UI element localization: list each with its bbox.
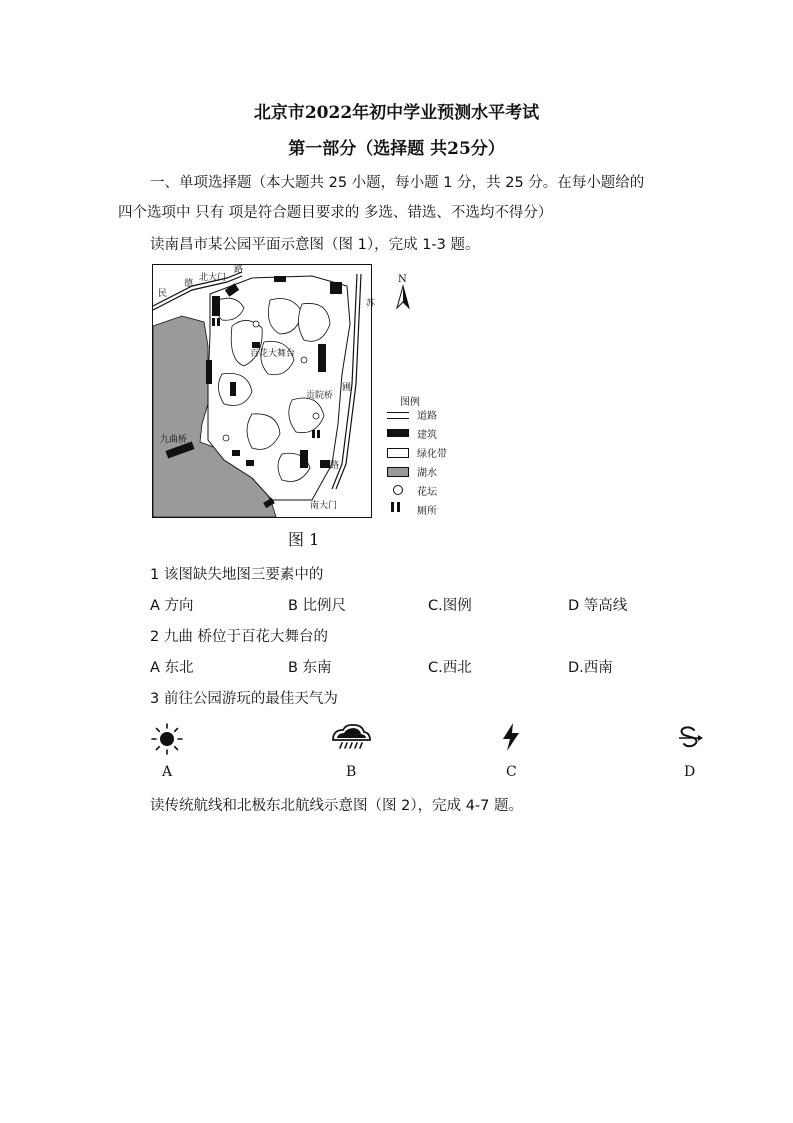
map-label-de: 德 — [184, 279, 194, 289]
q1-option-a[interactable]: A 方向 — [150, 598, 194, 614]
question-3-stem: 3 前往公园游玩的最佳天气为 — [150, 691, 338, 707]
road-swatch — [387, 412, 409, 419]
map-label-jiuqu: 九曲桥 — [160, 435, 188, 445]
legend-green-label: 绿化带 — [417, 449, 447, 460]
q2-option-d[interactable]: D.西南 — [568, 660, 613, 676]
flowerbed-swatch — [393, 485, 403, 495]
legend-building-label: 建筑 — [417, 430, 437, 441]
green-swatch — [387, 448, 409, 458]
legend-road-label: 道路 — [417, 411, 437, 422]
rain-cloud-icon[interactable] — [330, 722, 372, 754]
north-arrow-icon — [393, 272, 413, 312]
q3-option-c[interactable]: C — [506, 764, 517, 780]
map-label-lu: 路 — [330, 461, 340, 471]
legend-flowerbed-label: 花坛 — [417, 487, 437, 498]
toilet-swatch-1 — [391, 502, 394, 512]
q3-option-d[interactable]: D — [684, 764, 696, 780]
map-label-south-gate: 南大门 — [310, 501, 338, 511]
compass-letter: N — [398, 274, 407, 285]
map-label-min: 民 — [158, 289, 168, 299]
q2-option-b[interactable]: B 东南 — [288, 660, 332, 676]
instructions-line-2: 四个选项中 只有 项是符合题目要求的 多选、错选、不选均不得分） — [118, 205, 553, 221]
legend-title: 图例 — [400, 397, 420, 408]
sunny-icon[interactable] — [150, 722, 184, 756]
next-section-intro: 读传统航线和北极东北航线示意图（图 2），完成 4-7 题。 — [150, 798, 523, 814]
map-legend — [385, 393, 475, 523]
q1-option-b[interactable]: B 比例尺 — [288, 598, 347, 614]
q3-option-a[interactable]: A — [162, 764, 173, 780]
toilet-swatch-2 — [397, 502, 400, 512]
map-intro: 读南昌市某公园平面示意图（图 1），完成 1-3 题。 — [150, 237, 480, 253]
map-label-yuan: 圃 — [342, 383, 352, 393]
section-subtitle: 第一部分（选择题 共25分） — [288, 139, 505, 159]
wind-icon[interactable] — [676, 724, 706, 752]
q1-option-c[interactable]: C.图例 — [428, 598, 472, 614]
question-1-stem: 1 该图缺失地图三要素中的 — [150, 567, 324, 583]
q2-option-c[interactable]: C.西北 — [428, 660, 472, 676]
instructions-line-1: 一、单项选择题（本大题共 25 小题，每小题 1 分，共 25 分。在每小题给的 — [150, 175, 645, 191]
legend-toilet-label: 厕所 — [417, 506, 437, 517]
figure-caption: 图 1 — [288, 530, 320, 549]
q2-option-a[interactable]: A 东北 — [150, 660, 194, 676]
map-label-stage: 百花大舞台 — [250, 349, 296, 359]
map-label-su: 苏 — [366, 299, 376, 309]
map-label-gongxian: 贡院桥 — [306, 391, 334, 401]
q1-option-d[interactable]: D 等高线 — [568, 598, 628, 614]
q3-option-b[interactable]: B — [346, 764, 357, 780]
map-label-north-gate: 北大门 — [199, 273, 227, 283]
map-label-road-top: 路 — [234, 265, 244, 275]
page-title: 北京市2022年初中学业预测水平考试 — [253, 103, 540, 123]
lake-swatch — [387, 467, 409, 477]
lightning-icon[interactable] — [500, 722, 522, 752]
park-map — [152, 264, 376, 518]
question-2-stem: 2 九曲 桥位于百花大舞台的 — [150, 629, 328, 645]
legend-lake-label: 湖水 — [417, 468, 437, 479]
building-swatch — [387, 429, 409, 437]
